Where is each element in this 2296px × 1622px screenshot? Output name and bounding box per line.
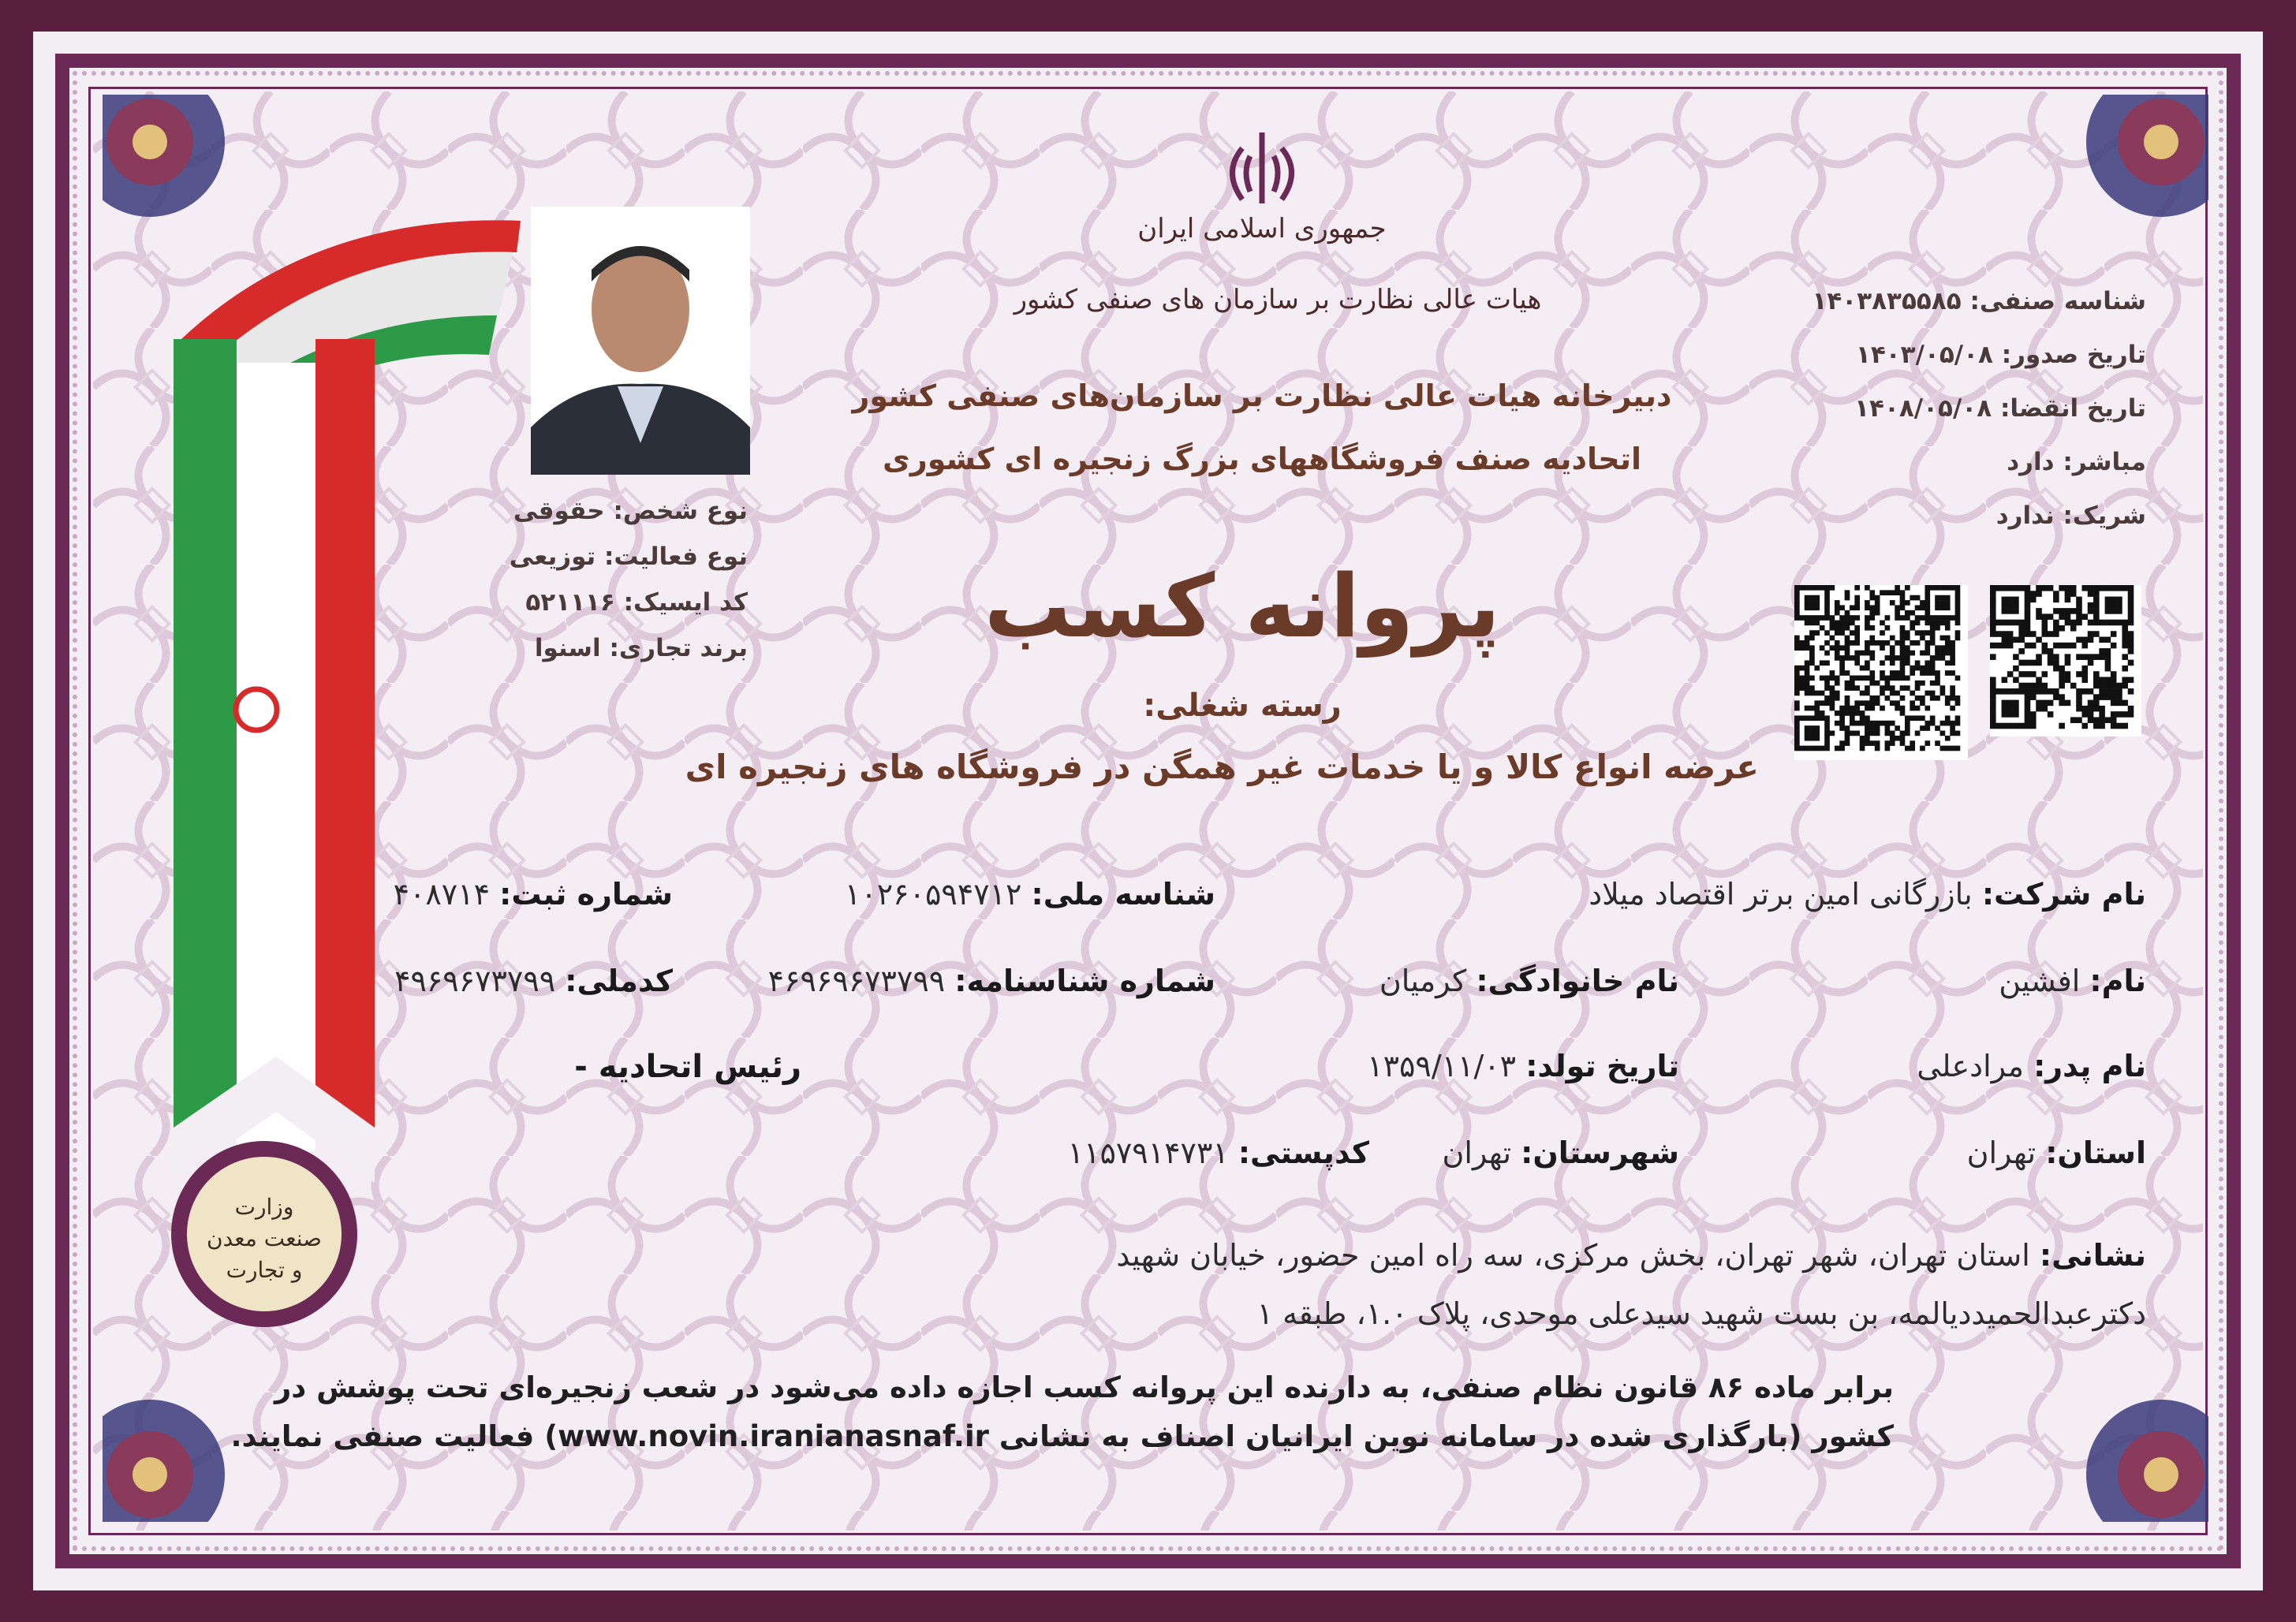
emblem-line1: جمهوری اسلامی ایران <box>1137 213 1387 244</box>
address-line1-value: استان تهران، شهر تهران، بخش مرکزی، سه راه امین حضور، خیابان شهید <box>1116 1238 2030 1273</box>
partner-value: ندارد <box>1995 502 2055 530</box>
city-label: شهرستان: <box>1521 1135 1679 1170</box>
postal-code-label: کدپستی: <box>1238 1135 1369 1170</box>
iran-emblem-logo <box>1215 125 1309 211</box>
footer-line1: برابر ماده ۸۶ قانون نظام صنفی، به دارنده این پروانه کسب اجازه داده می‌شود در شعب زنجیره‌ای تحت پوشش در <box>274 1370 1894 1404</box>
last-name <box>1379 964 1679 998</box>
brand <box>535 634 748 662</box>
isic-code <box>525 588 748 617</box>
union-title: اتحادیه صنف فروشگاههای بزرگ زنجیره ای کشوری <box>883 442 1641 476</box>
company-name <box>1589 877 2146 912</box>
svg-text:و تجارت: و تجارت <box>226 1257 303 1283</box>
expiry-date <box>1854 394 2146 423</box>
national-code-label: کدملی: <box>565 964 673 998</box>
isic-code-value: ۵۲۱۱۱۶ <box>525 588 615 617</box>
company-name-label: نام شرکت: <box>1981 877 2146 912</box>
person-type <box>513 497 748 525</box>
registration-number <box>394 877 673 912</box>
father-name-label: نام پدر: <box>2033 1049 2146 1083</box>
manager-value: دارد <box>2007 448 2055 476</box>
person-type-label: نوع شخص: <box>613 497 748 525</box>
registration-number-value: ۴۰۸۷۱۴ <box>393 877 491 912</box>
national-code <box>394 964 673 998</box>
first-name <box>1999 964 2146 998</box>
corner-ornament-top-right <box>2027 95 2208 276</box>
secretariat-title: دبیرخانه هیات عالی نظارت بر سازمان‌های صنفی کشور <box>852 378 1672 413</box>
national-id <box>845 877 1215 912</box>
address-line1 <box>1116 1238 2146 1273</box>
province <box>1967 1135 2146 1170</box>
corner-ornament-bottom-right <box>2027 1340 2208 1522</box>
category-value: عرضه انواع کالا و یا خدمات غیر همگن در فروشگاه های زنجیره ای <box>685 748 1759 786</box>
activity-type-label: نوع فعالیت: <box>604 543 748 571</box>
father-name <box>1917 1049 2146 1083</box>
license-title: پروانه کسب <box>984 556 1501 657</box>
last-name-label: نام خانوادگی: <box>1476 964 1679 998</box>
manager <box>2007 448 2146 476</box>
national-id-value: ۱۰۲۶۰۵۹۴۷۱۲ <box>844 877 1022 912</box>
activity-type <box>510 543 748 571</box>
partner-label: شریک: <box>2063 502 2146 530</box>
manager-label: مباشر: <box>2063 448 2146 476</box>
province-label: استان: <box>2045 1135 2146 1170</box>
address-line2: دکترعبدالحمیددیالمه، بن بست شهید سیدعلی موحدی، پلاک ۱.۰، طبقه ۱ <box>1256 1296 2146 1331</box>
city <box>1443 1135 1680 1170</box>
first-name-label: نام: <box>2089 964 2146 998</box>
guild-id-label: شناسه صنفی: <box>1969 287 2146 315</box>
guild-id <box>1812 287 2146 315</box>
person-type-value: حقوقی <box>513 497 605 525</box>
isic-code-label: کد ایسیک: <box>623 588 748 617</box>
partner <box>1996 502 2146 530</box>
birth-date <box>1367 1049 1679 1083</box>
holder-photo <box>531 207 750 475</box>
first-name-value: افشین <box>1999 964 2081 998</box>
expiry-date-label: تاریخ انقضا: <box>1999 394 2146 423</box>
svg-text:وزارت: وزارت <box>234 1194 294 1220</box>
postal-code <box>1068 1135 1369 1170</box>
birth-certificate-number-value: ۴۶۹۶۹۶۷۳۷۹۹ <box>767 964 946 998</box>
national-code-value: ۴۹۶۹۶۷۳۷۹۹ <box>394 964 556 998</box>
father-name-value: مرادعلی <box>1917 1049 2024 1083</box>
brand-value: اسنوا <box>534 634 601 662</box>
birth-date-value: ۱۳۵۹/۱۱/۰۳ <box>1367 1049 1517 1083</box>
qr-code-small[interactable] <box>1990 585 2141 736</box>
emblem-line2: هیات عالی نظارت بر سازمان های صنفی کشور <box>1014 284 1542 315</box>
footer-line2: کشور (بارگذاری شده در سامانه نوین ایرانیان اصناف به نشانی www.novin.iranianasnaf.ir) فعالیت صنفی نمایند. <box>230 1419 1894 1453</box>
city-value: تهران <box>1442 1135 1512 1170</box>
category-label: رسته شغلی: <box>1143 688 1342 724</box>
province-value: تهران <box>1966 1135 2037 1170</box>
ministry-seal <box>166 1135 363 1333</box>
issue-date-label: تاریخ صدور: <box>2001 341 2146 369</box>
guild-id-value: ۱۴۰۳۸۳۵۵۸۵ <box>1812 287 1962 315</box>
brand-label: برند تجاری: <box>609 634 748 662</box>
issue-date <box>1856 341 2146 369</box>
birth-certificate-number <box>768 964 1215 998</box>
address-label: نشانی: <box>2039 1238 2146 1273</box>
union-president: رئیس اتحادیه - <box>574 1049 801 1085</box>
issue-date-value: ۱۴۰۳/۰۵/۰۸ <box>1855 341 1993 369</box>
qr-code-large[interactable] <box>1794 585 1968 760</box>
postal-code-value: ۱۱۵۷۹۱۴۷۳۱ <box>1067 1135 1229 1170</box>
birth-date-label: تاریخ تولد: <box>1525 1049 1679 1083</box>
registration-number-label: شماره ثبت: <box>499 877 673 912</box>
svg-text:صنعت معدن: صنعت معدن <box>207 1225 322 1251</box>
activity-type-value: توزیعی <box>509 543 596 571</box>
expiry-date-value: ۱۴۰۸/۰۵/۰۸ <box>1854 394 1992 423</box>
last-name-value: کرمیان <box>1379 964 1467 998</box>
birth-certificate-number-label: شماره شناسنامه: <box>954 964 1215 998</box>
flag-ribbon <box>158 197 521 1183</box>
company-name-value: بازرگانی امین برتر اقتصاد میلاد <box>1589 877 1973 912</box>
national-id-label: شناسه ملی: <box>1031 877 1215 912</box>
